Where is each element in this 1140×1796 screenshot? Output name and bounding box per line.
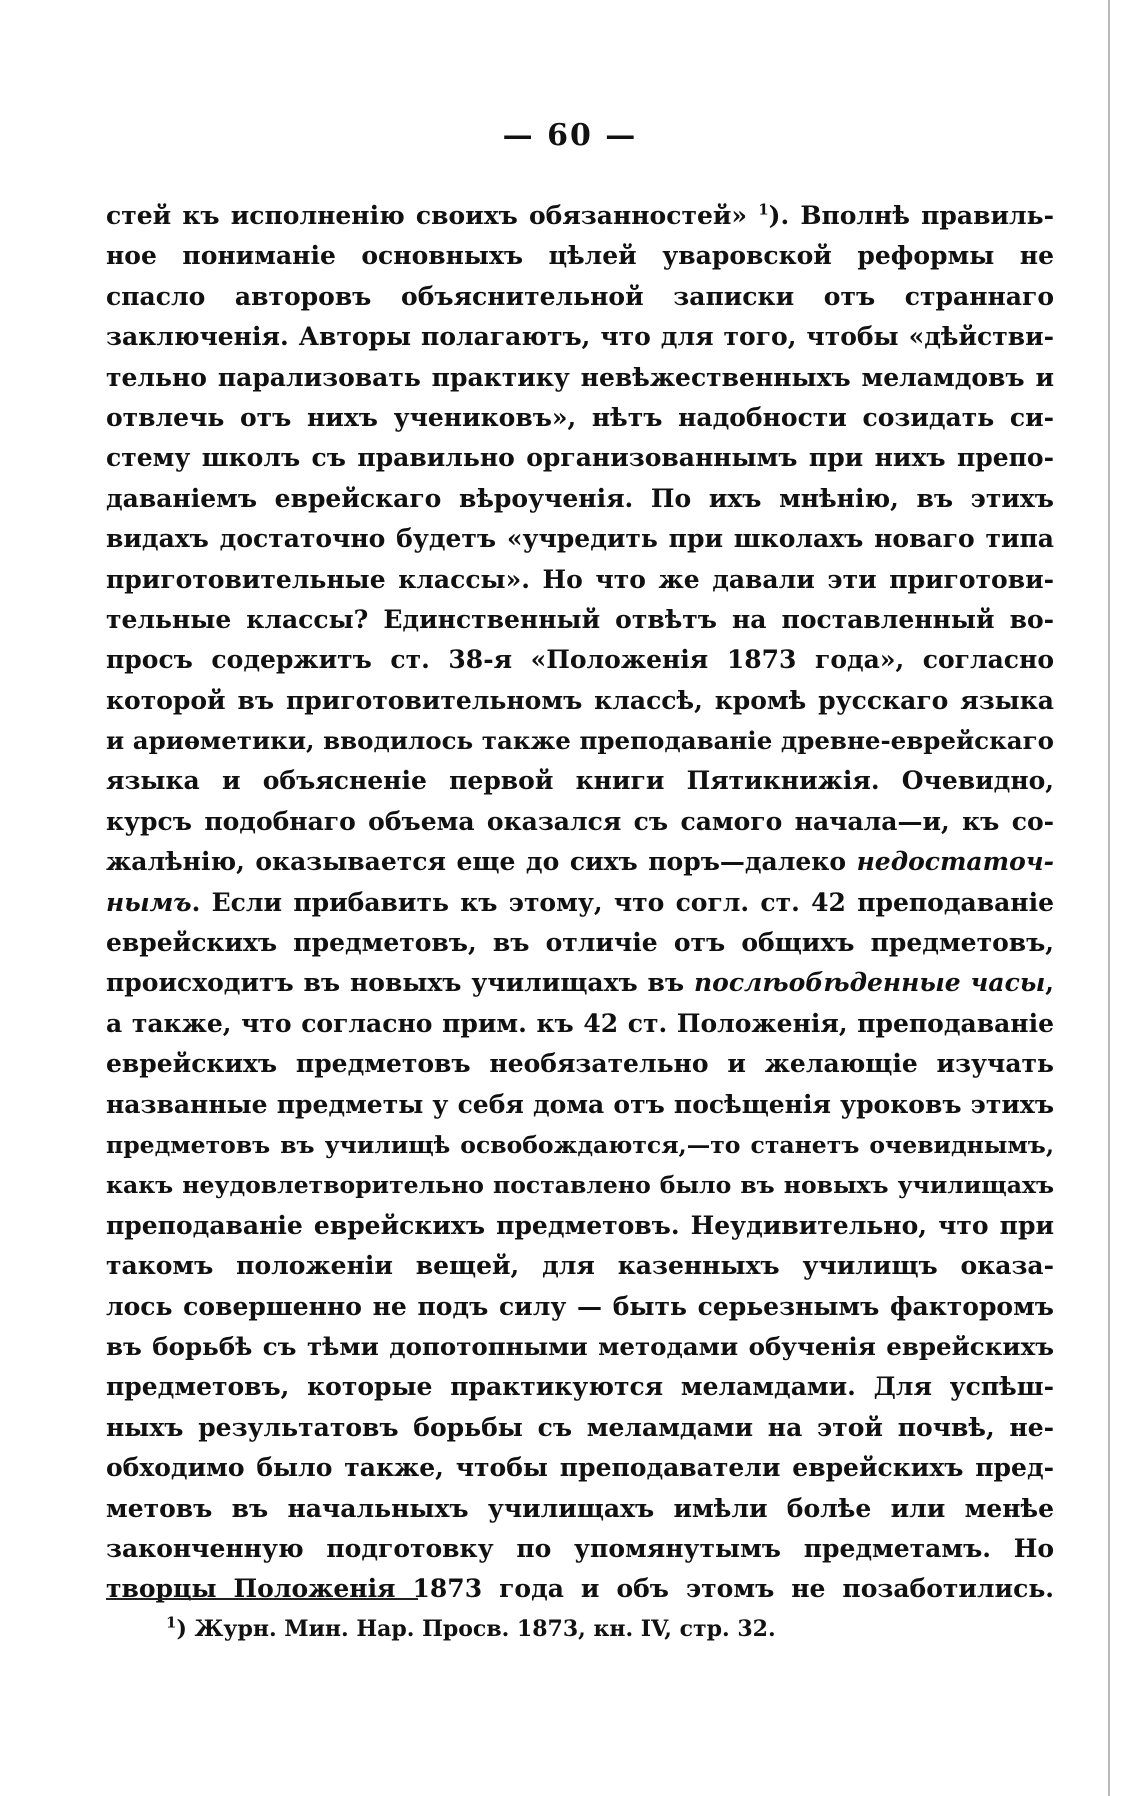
text-line-31: ныхъ результатовъ борьбы съ меламдами на этой почвѣ, не- bbox=[106, 1412, 1054, 1442]
text-line-19: еврейскихъ предметовъ, въ отличіе отъ общихъ предметовъ, bbox=[106, 928, 1054, 958]
page-edge-line bbox=[1108, 0, 1110, 1796]
italic-emphasis: недостаточ- bbox=[856, 847, 1054, 877]
text-line-13: которой въ приготовительномъ классѣ, кромѣ русскаго языка bbox=[106, 685, 1054, 715]
body-text bbox=[106, 196, 1054, 1610]
text-line-5: тельно парализовать практику невѣжественныхъ меламдовъ и bbox=[106, 362, 1054, 392]
text-line-4: заключенія. Авторы полагаютъ, что для того, чтобы «дѣйстви- bbox=[106, 322, 1054, 352]
text-line-35: творцы Положенія 1873 года и объ этомъ не позаботились. bbox=[106, 1574, 1054, 1604]
text-line-32: обходимо было также, чтобы преподаватели еврейскихъ пред- bbox=[106, 1453, 1054, 1483]
italic-emphasis: нымъ bbox=[106, 887, 192, 917]
text-line-23: названные предметы у себя дома отъ посѣщенія уроковъ этихъ bbox=[106, 1089, 1054, 1119]
text-line-21: а также, что согласно прим. къ 42 ст. Положенія, преподаваніе bbox=[106, 1008, 1054, 1038]
text-line-29: въ борьбѣ съ тѣми допотопными методами обученія еврейскихъ bbox=[106, 1331, 1054, 1361]
text-line-16: курсъ подобнаго объема оказался съ самого начала—и, къ со- bbox=[106, 806, 1054, 836]
page-number: — 60 — bbox=[502, 118, 638, 153]
footnote-text: ) Журн. Мин. Нар. Просв. 1873, кн. IV, стр. 32. bbox=[176, 1616, 776, 1642]
text-line-28: лось совершенно не подъ силу — быть серьезнымъ факторомъ bbox=[106, 1291, 1054, 1321]
text-line-20: происходитъ въ новыхъ училищахъ въ послѣобѣденные часы, bbox=[106, 968, 1054, 998]
text-line-6: отвлечь отъ нихъ учениковъ», нѣтъ надобности созидать си- bbox=[106, 402, 1054, 432]
text-line-33: метовъ въ начальныхъ училищахъ имѣли болѣе или менѣе bbox=[106, 1493, 1054, 1523]
footnote bbox=[166, 1613, 776, 1642]
text-line-11: тельные классы? Единственный отвѣтъ на поставленный во- bbox=[106, 604, 1054, 634]
text-line-2: ное пониманіе основныхъ цѣлей уваровской реформы не bbox=[106, 241, 1054, 271]
text-line-14: и ариѳметики, вводилось также преподаваніе древне-еврейскаго bbox=[106, 726, 1054, 756]
text-line-1: стей къ исполненію своихъ обязанностей» $^1$). Вполнѣ правиль- bbox=[106, 200, 1054, 230]
text-line-12: просъ содержитъ ст. 38-я «Положенія 1873 года», согласно bbox=[106, 645, 1054, 675]
text-line-26: преподаваніе еврейскихъ предметовъ. Неудивительно, что при bbox=[106, 1210, 1054, 1240]
text-line-9: видахъ достаточно будетъ «учредить при школахъ новаго типа bbox=[106, 524, 1054, 554]
text-line-22: еврейскихъ предметовъ необязательно и желающіе изучать bbox=[106, 1049, 1054, 1079]
text-line-10: приготовительные классы». Но что же давали эти приготови- bbox=[106, 564, 1054, 594]
text-line-25: какъ неудовлетворительно поставлено было въ новыхъ училищахъ bbox=[106, 1171, 1054, 1200]
text-line-8: даваніемъ еврейскаго вѣроученія. По ихъ мнѣнію, въ этихъ bbox=[106, 483, 1054, 513]
footnote-mark: 1 bbox=[166, 1613, 177, 1632]
text-line-18: нымъ. Если прибавить къ этому, что согл. ст. 42 преподаваніе bbox=[106, 887, 1054, 917]
text-line-15: языка и объясненіе первой книги Пятикнижія. Очевидно, bbox=[106, 766, 1054, 796]
text-line-17: жалѣнію, оказывается еще до сихъ поръ—далеко недостаточ- bbox=[106, 847, 1054, 877]
footnote-divider bbox=[106, 1598, 418, 1600]
text-line-3: спасло авторовъ объяснительной записки отъ страннаго bbox=[106, 281, 1054, 311]
text-line-24: предметовъ въ училищѣ освобождаются,—то станетъ очевиднымъ, bbox=[106, 1130, 1054, 1159]
text-line-27: такомъ положеніи вещей, для казенныхъ училищъ оказа- bbox=[106, 1251, 1054, 1281]
italic-emphasis: послѣобѣденные часы bbox=[693, 968, 1046, 998]
text-line-34: законченную подготовку по упомянутымъ предметамъ. Но bbox=[106, 1533, 1054, 1563]
footnote-ref[interactable]: 1 bbox=[758, 200, 769, 219]
text-line-30: предметовъ, которые практикуются меламдами. Для успѣш- bbox=[106, 1372, 1054, 1402]
text-line-7: стему школъ съ правильно организованнымъ при нихъ препо- bbox=[106, 443, 1054, 473]
